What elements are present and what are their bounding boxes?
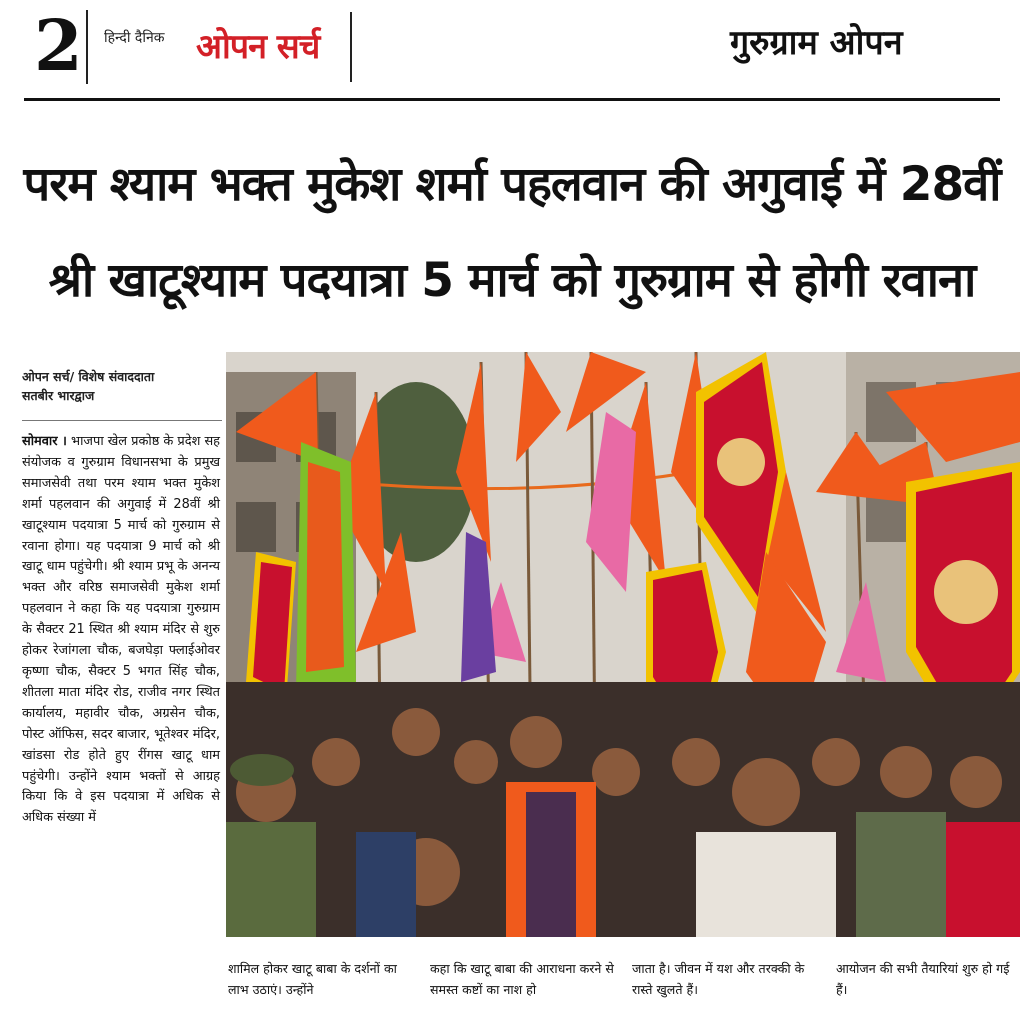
- article-continuation-col-4: जाता है। जीवन में यश और तरक्की के रास्ते खुलते हैं।: [632, 961, 805, 997]
- section-title: गुरुग्राम ओपन: [730, 23, 903, 63]
- byline-rule: [22, 420, 222, 421]
- masthead-divider-right: [350, 12, 352, 82]
- headline-line-2: श्री खाटूश्याम पदयात्रा 5 मार्च को गुरुग्राम से होगी रवाना: [48, 253, 976, 308]
- daily-label: हिन्दी दैनिक: [104, 30, 165, 46]
- dateline: सोमवार ।: [22, 434, 67, 449]
- masthead-rule: [24, 98, 1000, 101]
- article-body-text: भाजपा खेल प्रकोष्ठ के प्रदेश सह संयोजक व गुरुग्राम विधानसभा के प्रमुख समाजसेवी तथा परम श्याम भक्त मुकेश शर्मा पहलवान की अगुवाई में 28वीं श्री खाटूश्याम पदयात्रा 5 मार्च को गुरुग्राम से रवाना होगा। यह पदयात्रा 9 मार्च को श्री खाटू धाम पहुंचेगी। श्री श्याम प्रभू के अनन्य भक्त और वरिष्ठ समाजसेवी मुकेश शर्मा पहलवान ने कहा कि यह पदयात्रा गुरुग्राम के सैक्टर 21 स्थित श्री श्याम मंदिर से शुरु होकर रेजांगला चौक, बजघेड़ा फ्लाईओवर कृष्णा चौक, सैक्टर 5 भगत सिंह चौक, शीतला माता मंदिर रोड, राजीव नगर स्थित कार्यालय, महावीर चौक, अग्रसेन चौक, पोस्ट ऑफिस, सदर बाजार, भूतेश्वर मंदिर, खांडसा रोड होते हुए रींगस खाटू धाम पहुंचेगी। उन्होंने श्याम भक्तों से आग्रह किया कि वे इस पदयात्रा में अधिक से अधिक संख्या में: [22, 434, 220, 826]
- page-number: 2: [34, 4, 83, 87]
- article-continuation-col-3: कहा कि खाटू बाबा की आराधना करने से समस्त कष्टों का नाश हो: [430, 961, 614, 997]
- masthead-divider: [86, 10, 88, 84]
- newspaper-brand: ओपन सर्च: [196, 27, 320, 67]
- article-continuation-col-5: आयोजन की सभी तैयारियां शुरु हो गई हैं।: [836, 961, 1010, 997]
- article-body-column: [22, 432, 220, 829]
- byline-agency: ओपन सर्च/ विशेष संवाददाता: [22, 369, 155, 384]
- byline-reporter: सतबीर भारद्वाज: [22, 388, 95, 403]
- procession-photo-illustration: [226, 352, 1020, 937]
- procession-photo: [226, 352, 1020, 937]
- headline-line-1: परम श्याम भक्त मुकेश शर्मा पहलवान की अगुवाई में 28वीं: [23, 157, 1001, 212]
- article-continuation-col-2: शामिल होकर खाटू बाबा के दर्शनों का लाभ उठाएं। उन्होंने: [228, 961, 397, 997]
